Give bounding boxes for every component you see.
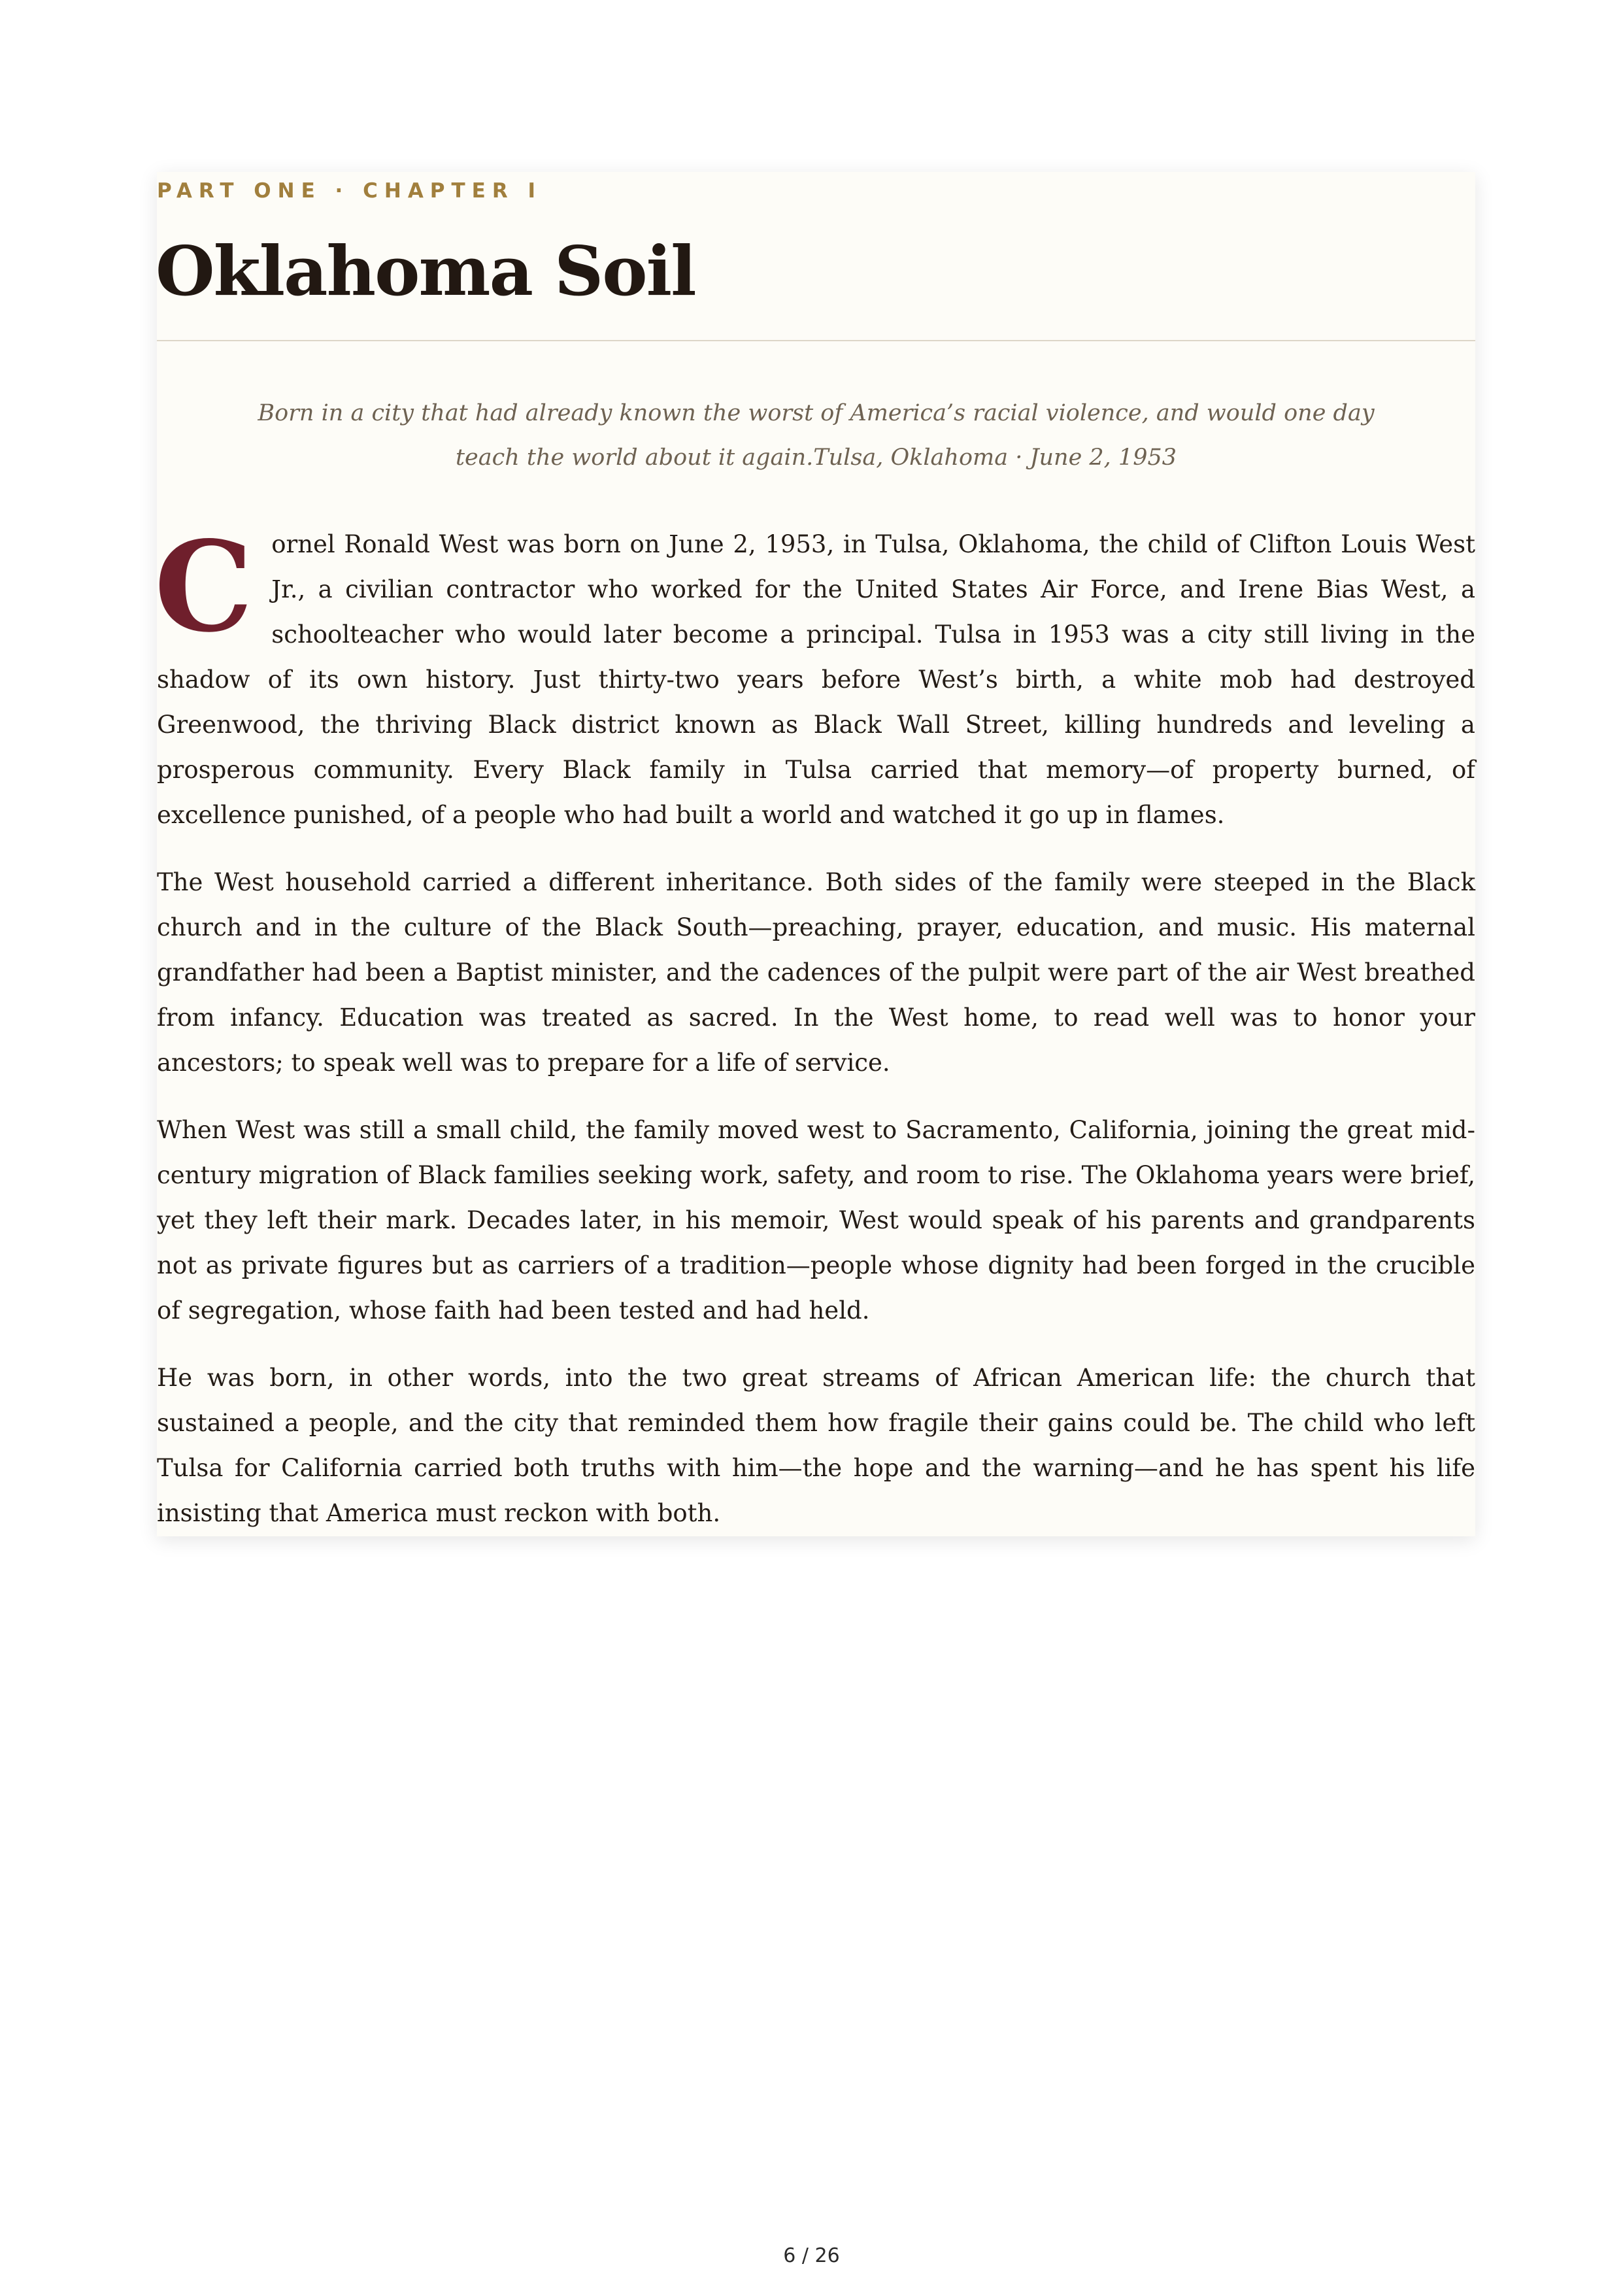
- drop-cap: C: [154, 514, 254, 660]
- chapter-body: [154, 514, 1475, 1558]
- title-divider: [157, 340, 1475, 341]
- epigraph: Born in a city that had already known the worst of America’s racial violence, and would one day teach the world about it again.Tulsa, Oklahoma · June 2, 1953: [258, 400, 1375, 471]
- chapter-label: PART ONE · CHAPTER I: [157, 179, 543, 203]
- paragraph-3: When West was still a small child, the family moved west to Sacramento, California, joining the great mid-century migration of Black families seeking work, safety, and room to rise. The Oklahoma years were brief, yet they left their mark. Decades later, in his memoir, West would speak of his parents and grandparents not as private figures but as carriers of a tradition—people whose dignity had been forged in the crucible of segregation, whose faith had been tested and had held.: [157, 1116, 1475, 1325]
- paragraph-4: He was born, in other words, into the two great streams of African American life: the church that sustained a people, and the city that reminded them how fragile their gains could be. The child who left Tulsa for California carried both truths with him—the hope and the warning—and he has spent his life insisting that America must reckon with both.: [157, 1364, 1475, 1527]
- page-number: 6 / 26: [783, 2244, 840, 2267]
- page-title: Oklahoma Soil: [156, 231, 695, 311]
- paragraph-1-text: ornel Ronald West was born on June 2, 1953, in Tulsa, Oklahoma, the child of Clifton Louis West Jr., a civilian contractor who worked for the United States Air Force, and Irene Bias West, a schoolteacher who would later become a principal. Tulsa in 1953 was a city still living in the shadow of its own history. Just thirty-two years before West’s birth, a white mob had destroyed Greenwood, the thriving Black district known as Black Wall Street, killing hundreds and leveling a prosperous community. Every Black family in Tulsa carried that memory—of property burned, of excellence punished, of a people who had built a world and watched it go up in flames.: [157, 530, 1475, 829]
- paragraph-2: The West household carried a different inheritance. Both sides of the family were steeped in the Black church and in the culture of the Black South—preaching, prayer, education, and music. His maternal grandfather had been a Baptist minister, and the cadences of the pulpit were part of the air West breathed from infancy. Education was treated as sacred. In the West home, to read well was to honor your ancestors; to speak well was to prepare for a life of service.: [157, 868, 1475, 1077]
- paragraph-1: [154, 514, 1475, 837]
